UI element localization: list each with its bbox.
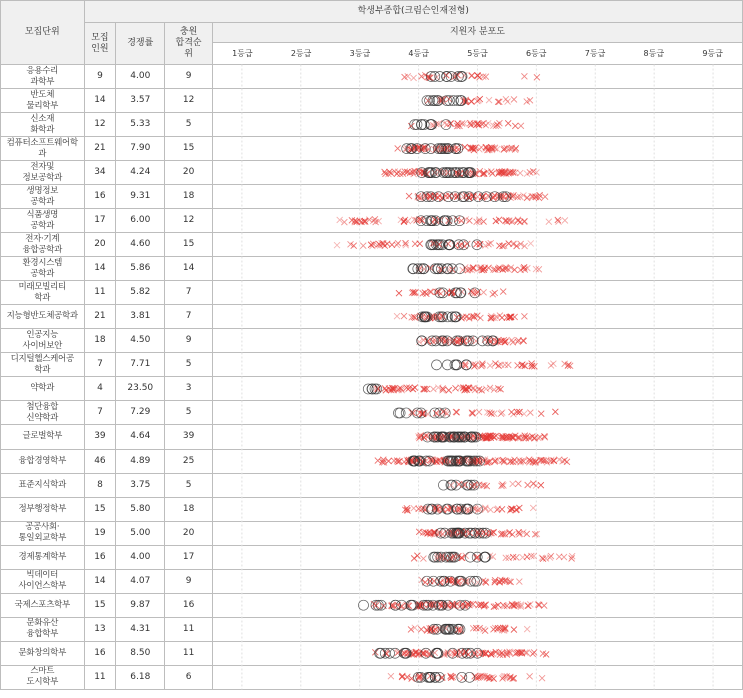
table-row (1, 497, 743, 521)
unit-name: 환경시스템 공학과 (1, 257, 85, 281)
waitlist-rank: 7 (165, 281, 213, 305)
recruit-count: 14 (84, 89, 116, 113)
unit-name: 정부행정학부 (1, 497, 85, 521)
competition-rate: 4.24 (116, 161, 165, 185)
recruit-count: 19 (84, 521, 116, 545)
competition-rate: 4.07 (116, 569, 165, 593)
table-row (1, 281, 743, 305)
distribution-cell (212, 329, 742, 353)
waitlist-rank: 25 (165, 449, 213, 473)
grade-label: 3등급 (349, 49, 371, 58)
competition-rate: 5.82 (116, 281, 165, 305)
recruit-count: 13 (84, 617, 116, 641)
unit-name: 식품생명 공학과 (1, 209, 85, 233)
waitlist-rank: 17 (165, 545, 213, 569)
grade-axis (212, 43, 742, 65)
table-row (1, 377, 743, 401)
recruit-count: 7 (84, 353, 116, 377)
distribution-cell (212, 425, 742, 449)
recruit-count: 14 (84, 569, 116, 593)
distribution-cell (212, 161, 742, 185)
unit-name: 문화유산 융합학부 (1, 617, 85, 641)
distribution-cell (212, 113, 742, 137)
competition-rate: 4.00 (116, 65, 165, 89)
distribution-cell (212, 473, 742, 497)
waitlist-rank: 20 (165, 161, 213, 185)
header-recruit: 모집 인원 (84, 23, 116, 65)
distribution-cell (212, 521, 742, 545)
competition-rate: 5.80 (116, 497, 165, 521)
recruit-count: 16 (84, 545, 116, 569)
grade-label: 7등급 (584, 49, 606, 58)
recruit-count: 7 (84, 401, 116, 425)
unit-name: 빅데이터 사이언스학부 (1, 569, 85, 593)
recruit-count: 21 (84, 137, 116, 161)
waitlist-rank: 12 (165, 89, 213, 113)
recruit-count: 39 (84, 425, 116, 449)
distribution-cell (212, 593, 742, 617)
unit-name: 약학과 (1, 377, 85, 401)
distribution-cell (212, 353, 742, 377)
table-row (1, 137, 743, 161)
distribution-cell (212, 185, 742, 209)
waitlist-rank: 20 (165, 521, 213, 545)
table-row (1, 161, 743, 185)
distribution-cell (212, 209, 742, 233)
distribution-cell (212, 665, 742, 689)
distribution-cell (212, 305, 742, 329)
recruit-count: 12 (84, 113, 116, 137)
waitlist-rank: 11 (165, 617, 213, 641)
recruit-count: 11 (84, 665, 116, 689)
unit-name: 미래모빌리티 학과 (1, 281, 85, 305)
distribution-cell (212, 449, 742, 473)
recruit-count: 18 (84, 329, 116, 353)
waitlist-rank: 18 (165, 497, 213, 521)
distribution-cell (212, 401, 742, 425)
recruit-count: 11 (84, 281, 116, 305)
recruit-count: 21 (84, 305, 116, 329)
competition-rate: 4.31 (116, 617, 165, 641)
recruit-count: 4 (84, 377, 116, 401)
table-row (1, 329, 743, 353)
table-row (1, 521, 743, 545)
table-row (1, 305, 743, 329)
table-row (1, 665, 743, 689)
waitlist-rank: 12 (165, 209, 213, 233)
distribution-cell (212, 65, 742, 89)
recruit-count: 16 (84, 185, 116, 209)
waitlist-rank: 15 (165, 233, 213, 257)
distribution-cell (212, 89, 742, 113)
table-row (1, 113, 743, 137)
header-waitlist: 충원 합격순 위 (165, 23, 213, 65)
distribution-cell (212, 137, 742, 161)
header-competition: 경쟁률 (116, 23, 165, 65)
competition-rate: 9.87 (116, 593, 165, 617)
competition-rate: 6.00 (116, 209, 165, 233)
header-group-title: 학생부종합(크림슨인재전형) (84, 1, 743, 23)
grade-label: 8등급 (643, 49, 665, 58)
unit-name: 응용수리 과학부 (1, 65, 85, 89)
table-row (1, 233, 743, 257)
competition-rate: 4.64 (116, 425, 165, 449)
grade-label: 4등급 (408, 49, 429, 58)
grade-label: 5등급 (467, 49, 488, 58)
waitlist-rank: 9 (165, 329, 213, 353)
waitlist-rank: 15 (165, 137, 213, 161)
unit-name: 신소재 화학과 (1, 113, 85, 137)
waitlist-rank: 9 (165, 569, 213, 593)
unit-name: 디지털헬스케어공 학과 (1, 353, 85, 377)
waitlist-rank: 18 (165, 185, 213, 209)
unit-name: 지능형반도체공학과 (1, 305, 85, 329)
unit-name: 공공사회· 통일외교학부 (1, 521, 85, 545)
table-row (1, 449, 743, 473)
distribution-cell (212, 545, 742, 569)
recruit-count: 20 (84, 233, 116, 257)
table-row (1, 401, 743, 425)
waitlist-rank: 7 (165, 305, 213, 329)
unit-name: 표준지식학과 (1, 473, 85, 497)
grade-label: 2등급 (290, 49, 312, 58)
waitlist-rank: 11 (165, 641, 213, 665)
recruit-count: 17 (84, 209, 116, 233)
unit-name: 국제스포츠학부 (1, 593, 85, 617)
table-row (1, 65, 743, 89)
header-unit: 모집단위 (1, 1, 85, 65)
unit-name: 생명정보 공학과 (1, 185, 85, 209)
table-row (1, 89, 743, 113)
table-row (1, 617, 743, 641)
table-row (1, 185, 743, 209)
unit-name: 융합경영학부 (1, 449, 85, 473)
distribution-cell (212, 257, 742, 281)
recruit-count: 14 (84, 257, 116, 281)
header-distribution: 지원자 분포도 (212, 23, 742, 43)
table-row (1, 257, 743, 281)
recruit-count: 16 (84, 641, 116, 665)
competition-rate: 7.71 (116, 353, 165, 377)
recruit-count: 15 (84, 593, 116, 617)
table-row (1, 473, 743, 497)
waitlist-rank: 14 (165, 257, 213, 281)
table-row (1, 425, 743, 449)
waitlist-rank: 16 (165, 593, 213, 617)
competition-rate: 7.90 (116, 137, 165, 161)
waitlist-rank: 9 (165, 65, 213, 89)
competition-rate: 5.00 (116, 521, 165, 545)
distribution-cell (212, 617, 742, 641)
unit-name: 전자·기계 융합공학과 (1, 233, 85, 257)
competition-rate: 5.86 (116, 257, 165, 281)
waitlist-rank: 6 (165, 665, 213, 689)
competition-rate: 9.31 (116, 185, 165, 209)
recruit-count: 15 (84, 497, 116, 521)
competition-rate: 4.50 (116, 329, 165, 353)
competition-rate: 3.81 (116, 305, 165, 329)
competition-rate: 4.60 (116, 233, 165, 257)
unit-name: 글로벌학부 (1, 425, 85, 449)
distribution-cell (212, 497, 742, 521)
competition-rate: 4.89 (116, 449, 165, 473)
distribution-cell (212, 233, 742, 257)
table-row (1, 353, 743, 377)
unit-name: 스마트 도시학부 (1, 665, 85, 689)
table-row (1, 641, 743, 665)
recruit-count: 9 (84, 65, 116, 89)
grade-label: 9등급 (702, 49, 723, 58)
distribution-cell (212, 377, 742, 401)
grade-label: 1등급 (232, 49, 253, 58)
competition-rate: 4.00 (116, 545, 165, 569)
waitlist-rank: 5 (165, 401, 213, 425)
waitlist-rank: 3 (165, 377, 213, 401)
unit-name: 문화창의학부 (1, 641, 85, 665)
unit-name: 반도체 물리학부 (1, 89, 85, 113)
competition-rate: 5.33 (116, 113, 165, 137)
waitlist-rank: 5 (165, 113, 213, 137)
recruit-count: 46 (84, 449, 116, 473)
competition-rate: 7.29 (116, 401, 165, 425)
unit-name: 인공지능 사이버보안 (1, 329, 85, 353)
unit-name: 전자및 정보공학과 (1, 161, 85, 185)
distribution-cell (212, 569, 742, 593)
competition-rate: 8.50 (116, 641, 165, 665)
competition-rate: 3.75 (116, 473, 165, 497)
waitlist-rank: 5 (165, 353, 213, 377)
unit-name: 첨단융합 신약학과 (1, 401, 85, 425)
table-row (1, 545, 743, 569)
waitlist-rank: 39 (165, 425, 213, 449)
unit-name: 경제통계학부 (1, 545, 85, 569)
recruit-count: 8 (84, 473, 116, 497)
recruit-count: 34 (84, 161, 116, 185)
table-row (1, 593, 743, 617)
distribution-cell (212, 281, 742, 305)
competition-rate: 3.57 (116, 89, 165, 113)
distribution-cell (212, 641, 742, 665)
unit-name: 컴퓨터소프트웨어학 과 (1, 137, 85, 161)
table-row (1, 569, 743, 593)
table-row (1, 209, 743, 233)
waitlist-rank: 5 (165, 473, 213, 497)
grade-label: 6등급 (525, 49, 547, 58)
competition-rate: 6.18 (116, 665, 165, 689)
competition-rate: 23.50 (116, 377, 165, 401)
